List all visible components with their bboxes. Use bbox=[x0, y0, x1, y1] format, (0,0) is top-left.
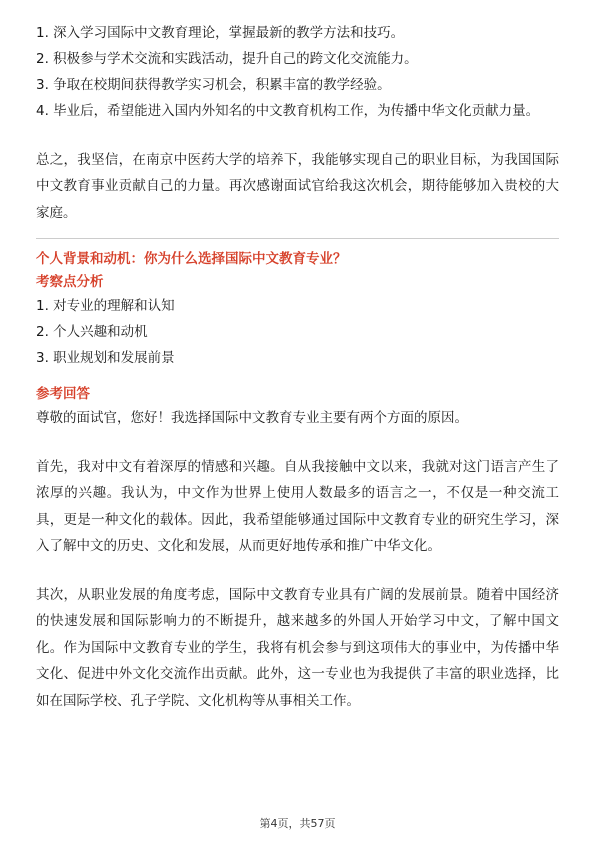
list-item: 2. 积极参与学术交流和实践活动，提升自己的跨文化交流能力。 bbox=[36, 51, 418, 67]
list-item: 2. 个人兴趣和动机 bbox=[36, 324, 148, 340]
answer-paragraph: 尊敬的面试官，您好！我选择国际中文教育专业主要有两个方面的原因。 bbox=[36, 410, 468, 426]
answer-paragraph: 首先，我对中文有着深厚的情感和兴趣。自从我接触中文以来，我就对这门语言产生了浓厚的兴趣。我认为，中文作为世界上使用人数最多的语言之一，不仅是一种交流工具，更是一种文化的载体。因此，我希望能够通过国际中文教育专业的研究生学习，深入了解中文的历史、文化和发展，从而更好地传承和推广中华文化。 bbox=[36, 458, 559, 554]
goal-list bbox=[36, 20, 559, 125]
list-item: 4. 毕业后，希望能进入国内外知名的中文教育机构工作，为传播中华文化贡献力量。 bbox=[36, 103, 540, 119]
answer-paragraph: 其次，从职业发展的角度考虑，国际中文教育专业具有广阔的发展前景。随着中国经济的快速发展和国际影响力的不断提升，越来越多的外国人开始学习中文，了解中国文化。作为国际中文教育专业的学生，我将有机会参与到这项伟大的事业中，为传播中华文化、促进中外文化交流作出贡献。此外，这一专业也为我提供了丰富的职业选择，比如在国际学校、孔子学院、文化机构等从事相关工作。 bbox=[36, 586, 559, 709]
analysis-heading: 考察点分析 bbox=[36, 274, 104, 290]
list-item: 3. 职业规划和发展前景 bbox=[36, 350, 175, 366]
conclusion-paragraph: 总之，我坚信，在南京中医药大学的培养下，我能够实现自己的职业目标，为我国国际中文教育事业贡献自己的力量。再次感谢面试官给我这次机会，期待能够加入贵校的大家庭。 bbox=[36, 151, 559, 221]
list-item: 1. 深入学习国际中文教育理论，掌握最新的教学方法和技巧。 bbox=[36, 25, 405, 41]
section-divider bbox=[36, 238, 559, 239]
question-title: 个人背景和动机：你为什么选择国际中文教育专业？ bbox=[36, 251, 347, 267]
list-item: 1. 对专业的理解和认知 bbox=[36, 298, 175, 314]
list-item: 3. 争取在校期间获得教学实习机会，积累丰富的教学经验。 bbox=[36, 77, 391, 93]
analysis-list bbox=[36, 293, 559, 371]
answer-heading: 参考回答 bbox=[36, 386, 90, 402]
page-number: 第4页，共57页 bbox=[259, 817, 336, 830]
document-page bbox=[36, 20, 559, 714]
